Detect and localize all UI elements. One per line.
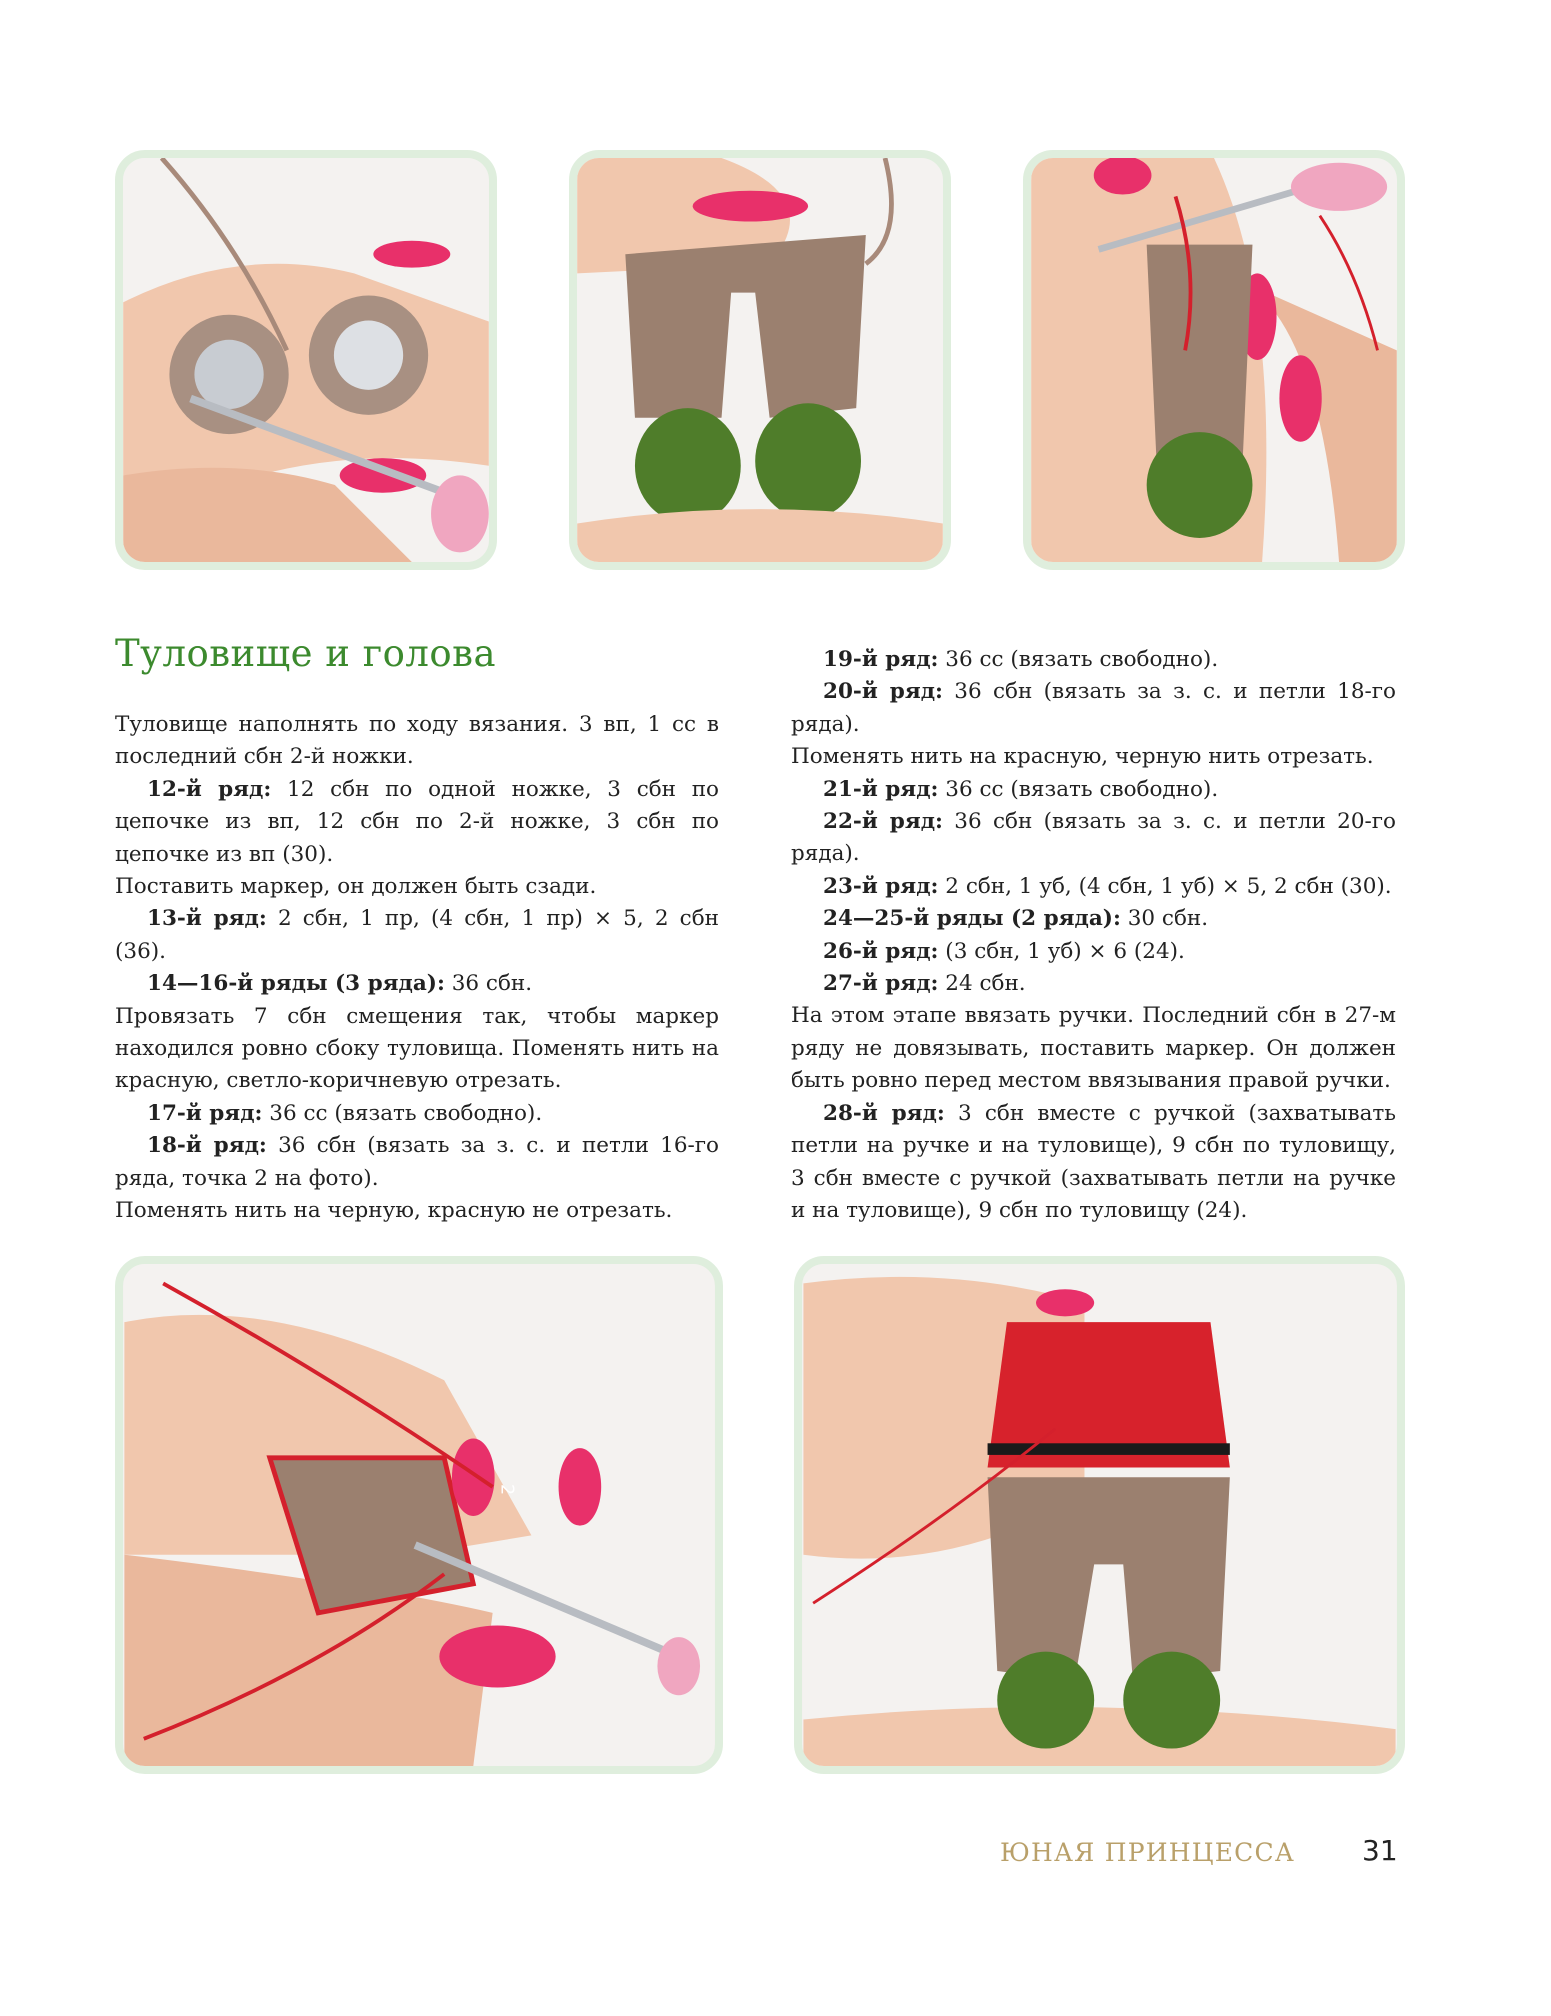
photo-body-red-row	[115, 1256, 723, 1774]
paragraph: 22-й ряд: 36 сбн (вязать за з. с. и петли 20-го ряда).	[791, 809, 1396, 867]
paragraph: 13-й ряд: 2 сбн, 1 пр, (4 сбн, 1 пр) × 5, 2 сбн (36).	[115, 906, 719, 964]
left-text-column	[115, 709, 719, 1228]
paragraph: 28-й ряд: 3 сбн вместе с ручкой (захватывать петли на ручке и на туловище), 9 сбн по туловищу, 3 сбн вместе с ручкой (захватывать петли на ручке и на туловище), 9 сбн по туловищу (24).	[791, 1100, 1396, 1223]
paragraph: 26-й ряд: (3 сбн, 1 уб) × 6 (24).	[823, 938, 1185, 964]
paragraph: Поменять нить на красную, черную нить отрезать.	[791, 744, 1374, 770]
photo-legs-joined	[569, 150, 951, 570]
paragraph: 23-й ряд: 2 сбн, 1 уб, (4 сбн, 1 уб) × 5, 2 сбн (30).	[823, 873, 1392, 899]
photo-body-red-row-image	[123, 1264, 715, 1766]
paragraph: 24—25-й ряды (2 ряда): 30 сбн.	[823, 906, 1209, 932]
photo-feet-joining-image	[123, 158, 489, 562]
right-text-column	[791, 644, 1396, 1227]
paragraph: 20-й ряд: 36 сбн (вязать за з. с. и петли 18-го ряда).	[791, 679, 1396, 737]
paragraph: 12-й ряд: 12 сбн по одной ножке, 3 сбн по цепочке из вп, 12 сбн по 2-й ножке, 3 сбн по цепочке из вп (30).	[115, 776, 719, 867]
paragraph: 27-й ряд: 24 сбн.	[823, 971, 1026, 997]
photo-body-finished-stripes-image	[802, 1264, 1397, 1766]
page-number: 31	[1362, 1834, 1398, 1867]
paragraph: 17-й ряд: 36 сс (вязать свободно).	[147, 1100, 543, 1126]
photo-leg-red-yarn-image	[1031, 158, 1397, 562]
paragraph: 19-й ряд: 36 сс (вязать свободно).	[823, 647, 1219, 672]
marker-label: 2	[496, 1483, 517, 1496]
paragraph: 14—16-й ряды (3 ряда): 36 сбн.	[147, 971, 533, 997]
section-heading: Туловище и голова	[115, 632, 497, 675]
photo-legs-joined-image	[577, 158, 943, 562]
paragraph: Поставить маркер, он должен быть сзади.	[115, 874, 597, 900]
paragraph: Туловище наполнять по ходу вязания. 3 вп, 1 сс в последний сбн 2-й ножки.	[115, 712, 719, 770]
paragraph: На этом этапе ввязать ручки. Последний сбн в 27-м ряду не довязывать, поставить маркер. Он должен быть ровно перед местом ввязывания правой ручки.	[791, 1003, 1396, 1094]
paragraph: Провязать 7 сбн смещения так, чтобы маркер находился ровно сбоку туловища. Поменять нить на красную, светло-коричневую отрезать.	[115, 1003, 719, 1094]
footer-book-title: ЮНАЯ ПРИНЦЕССА	[1000, 1838, 1295, 1867]
paragraph: 18-й ряд: 36 сбн (вязать за з. с. и петли 16-го ряда, точка 2 на фото).	[115, 1133, 719, 1191]
photo-feet-joining	[115, 150, 497, 570]
paragraph: 21-й ряд: 36 сс (вязать свободно).	[823, 776, 1219, 802]
photo-leg-red-yarn	[1023, 150, 1405, 570]
paragraph: Поменять нить на черную, красную не отрезать.	[115, 1198, 673, 1224]
photo-body-finished-stripes	[794, 1256, 1405, 1774]
